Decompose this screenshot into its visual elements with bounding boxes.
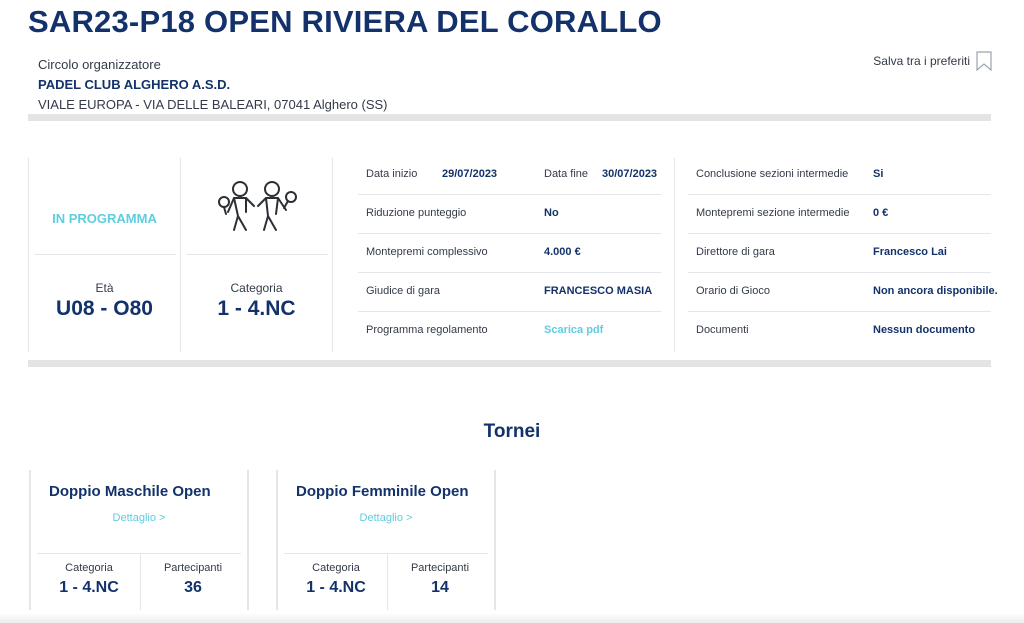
detail-label: Direttore di gara — [696, 246, 775, 258]
save-favorite-label: Salva tra i preferiti — [873, 54, 970, 68]
detail-label: Giudice di gara — [366, 285, 440, 297]
panel-divider-3 — [674, 158, 675, 352]
detail-row — [358, 273, 661, 312]
detail-value: Nessun documento — [873, 324, 976, 336]
bottom-shadow — [0, 613, 1024, 623]
detail-row — [688, 312, 991, 351]
download-pdf-link[interactable]: Scarica pdf — [544, 324, 604, 336]
detail-row — [688, 273, 998, 312]
detail-label: Conclusione sezioni intermedie — [696, 168, 849, 180]
detail-value: No — [544, 207, 559, 219]
detail-row — [688, 234, 991, 273]
tournament-category-label: Categoria — [312, 562, 360, 574]
padel-players-icon — [214, 178, 298, 239]
detail-value: 0 € — [873, 207, 889, 219]
detail-row — [358, 234, 661, 273]
date-end-value: 30/07/2023 — [602, 168, 658, 180]
detail-row — [358, 195, 661, 234]
detail-row — [358, 312, 661, 351]
tournament-name: Doppio Maschile Open — [49, 483, 211, 500]
detail-value: Si — [873, 168, 884, 180]
detail-label: Riduzione punteggio — [366, 207, 467, 219]
detail-value: FRANCESCO MASIA — [544, 285, 653, 297]
detail-label: Orario di Gioco — [696, 285, 770, 297]
date-end-label: Data fine — [544, 168, 589, 180]
save-favorite-button[interactable] — [873, 51, 992, 71]
status-rule — [34, 254, 176, 255]
card-rule — [284, 553, 488, 554]
tournament-card[interactable] — [276, 470, 496, 610]
card-rule — [37, 553, 241, 554]
organizer-address: VIALE EUROPA - VIA DELLE BALEARI, 07041 Alghero (SS) — [38, 97, 388, 112]
tournament-participants-value: 14 — [431, 579, 449, 596]
detail-label: Programma regolamento — [366, 324, 488, 336]
panel-divider — [28, 360, 991, 367]
bookmark-icon[interactable] — [976, 51, 992, 71]
age-value: U08 - O80 — [56, 297, 153, 320]
tournament-participants-label: Partecipanti — [410, 562, 470, 574]
organizer-name[interactable]: PADEL CLUB ALGHERO A.S.D. — [38, 77, 231, 92]
tournament-participants-label: Partecipanti — [163, 562, 223, 574]
dates-row — [358, 156, 661, 195]
tournament-category-value: 1 - 4.NC — [59, 579, 119, 596]
detail-value: 4.000 € — [544, 246, 581, 258]
category-label: Categoria — [230, 281, 283, 295]
tournament-name: Doppio Femminile Open — [296, 483, 469, 500]
organizer-block — [38, 55, 388, 115]
tournaments-title: Tornei — [483, 421, 541, 442]
detail-row — [688, 195, 991, 234]
detail-value: Non ancora disponibile. — [873, 285, 998, 297]
detail-value: Francesco Lai — [873, 246, 947, 258]
status-badge: IN PROGRAMMA — [52, 211, 157, 226]
tournament-category-label: Categoria — [65, 562, 113, 574]
tournament-detail-link[interactable]: Dettaglio > — [112, 512, 166, 524]
icon-rule — [186, 254, 328, 255]
tournament-category-value: 1 - 4.NC — [306, 579, 366, 596]
page-title: SAR23-P18 OPEN RIVIERA DEL CORALLO — [28, 4, 662, 39]
category-value: 1 - 4.NC — [217, 297, 296, 320]
organizer-label: Circolo organizzatore — [38, 57, 161, 72]
date-start-label: Data inizio — [366, 168, 418, 180]
tournament-detail-link[interactable]: Dettaglio > — [359, 512, 413, 524]
date-start-value: 29/07/2023 — [442, 168, 498, 180]
detail-label: Montepremi complessivo — [366, 246, 488, 258]
detail-label: Documenti — [696, 324, 749, 336]
tournament-card[interactable] — [29, 470, 249, 610]
detail-row — [688, 156, 991, 195]
card-col-divider — [140, 554, 141, 610]
panel-left-border — [28, 158, 29, 352]
header-divider — [28, 114, 991, 121]
card-col-divider — [387, 554, 388, 610]
age-label: Età — [95, 281, 114, 295]
panel-divider-1 — [180, 158, 181, 352]
tournament-participants-value: 36 — [184, 579, 202, 596]
panel-divider-2 — [332, 158, 333, 352]
detail-label: Montepremi sezione intermedie — [696, 207, 850, 219]
